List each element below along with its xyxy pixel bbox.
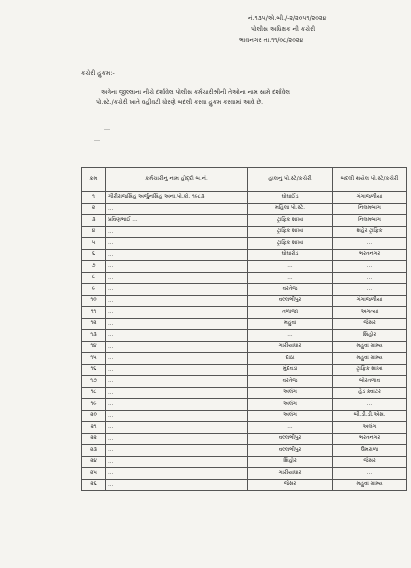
header-employee: કર્મચારીનુ નામ હોદ્દો બ.નં. <box>106 168 248 192</box>
cell-serial: ૧૩ <box>82 330 106 342</box>
cell-serial: ૧૭ <box>82 376 106 388</box>
cell-transfer-station: બી.ડી.ડી.એસ. <box>333 410 407 422</box>
cell-serial: ૧૨ <box>82 318 106 330</box>
table-row <box>82 272 407 284</box>
table-row <box>82 307 407 319</box>
cell-transfer-station: નિલમબાગ <box>333 215 407 227</box>
cell-current-station: … <box>248 422 333 434</box>
body-paragraph-3: … <box>104 125 110 132</box>
cell-employee: … <box>106 272 248 284</box>
cell-current-station: મુંદવડા <box>248 364 333 376</box>
cell-current-station: વરતેજ <box>248 284 333 296</box>
table-row <box>82 468 407 480</box>
cell-current-station: … <box>248 261 333 273</box>
table-row <box>82 433 407 445</box>
cell-employee: … <box>106 284 248 296</box>
cell-employee: … <box>106 238 248 250</box>
cell-serial: ૧ <box>82 192 106 204</box>
cell-employee: … <box>106 307 248 319</box>
cell-current-station: ગારીયાધાર <box>248 468 333 480</box>
body-paragraph-2: પો.સ્ટે./કચેરી ખાતે વહીવટી ધોરણે બદલી કરવા હુકમ કરવામાં આવે છે. <box>96 99 264 106</box>
cell-transfer-station: ગંગાજળીયા <box>333 295 407 307</box>
cell-transfer-station: ભરતનગર <box>333 433 407 445</box>
cell-employee: … <box>106 468 248 480</box>
cell-current-station: વલ્લભીપુર <box>248 433 333 445</box>
transfer-table <box>81 167 407 491</box>
table-row <box>82 364 407 376</box>
cell-employee: પ્રવિણભાઈ … <box>106 215 248 227</box>
cell-serial: ૧૯ <box>82 399 106 411</box>
table-row <box>82 284 407 296</box>
cell-serial: ૨૦ <box>82 410 106 422</box>
table-row <box>82 410 407 422</box>
cell-employee: … <box>106 318 248 330</box>
table-row <box>82 341 407 353</box>
cell-serial: ૬ <box>82 249 106 261</box>
cell-current-station: અલંગ <box>248 410 333 422</box>
cell-current-station: મહુવા <box>248 318 333 330</box>
cell-transfer-station: જેસર <box>333 456 407 468</box>
cell-serial: ૯ <box>82 284 106 296</box>
cell-employee: … <box>106 410 248 422</box>
cell-employee: … <box>106 456 248 468</box>
body-paragraph-4: … <box>94 136 100 143</box>
header-office: પોલીસ અધિક્ષક ની કચેરી <box>251 26 316 33</box>
cell-employee: … <box>106 341 248 353</box>
cell-employee: … <box>106 330 248 342</box>
table-row <box>82 376 407 388</box>
header-place-date: ભાવનગર તા.૧૧/૦૮/૨૦૨૪ <box>239 37 304 44</box>
cell-employee: … <box>106 249 248 261</box>
header-ref: નં.૧૩૫/એ.બી./-૨/૨૦૫૧/૨૦૨૪ <box>248 15 327 22</box>
salutation: કચેરી હુકમ:- <box>81 70 115 77</box>
cell-serial: ૧૧ <box>82 307 106 319</box>
cell-employee: … <box>106 479 248 491</box>
cell-serial: ૭ <box>82 261 106 273</box>
cell-transfer-station: અલંગ <box>333 422 407 434</box>
table-row <box>82 422 407 434</box>
cell-current-station: … <box>248 272 333 284</box>
cell-serial: ૨ <box>82 203 106 215</box>
cell-employee: … <box>106 261 248 273</box>
table-row <box>82 295 407 307</box>
cell-current-station: અલંગ <box>248 399 333 411</box>
cell-transfer-station: … <box>333 238 407 250</box>
cell-serial: ૧૫ <box>82 353 106 365</box>
cell-current-station: ઘોઘાઈંડ <box>248 192 333 204</box>
cell-serial: ૧૦ <box>82 295 106 307</box>
cell-current-station: દાઠા <box>248 353 333 365</box>
header-serial: ક્રમ <box>82 168 106 192</box>
cell-transfer-station: શિહોર <box>333 330 407 342</box>
table-row <box>82 456 407 468</box>
cell-serial: ૫ <box>82 238 106 250</box>
cell-serial: ૪ <box>82 226 106 238</box>
table-row <box>82 479 407 491</box>
cell-transfer-station: … <box>333 399 407 411</box>
cell-employee: … <box>106 364 248 376</box>
cell-current-station: ટ્રાફિક શાખા <box>248 238 333 250</box>
cell-current-station: ટ્રાફિક શાખા <box>248 215 333 227</box>
cell-current-station: મહિલા પો.સ્ટે. <box>248 203 333 215</box>
table-row <box>82 445 407 457</box>
table-row <box>82 249 407 261</box>
table-row <box>82 318 407 330</box>
cell-employee: … <box>106 433 248 445</box>
cell-current-station: તળાજા <box>248 307 333 319</box>
cell-transfer-station: અગત્યા <box>333 307 407 319</box>
header-transfer-station: બદલી થયેલ પો.સ્ટે/કચેરી <box>333 168 407 192</box>
cell-serial: ૨૪ <box>82 456 106 468</box>
table-row <box>82 387 407 399</box>
cell-current-station: ટ્રાફિક શાખા <box>248 226 333 238</box>
cell-employee: … <box>106 445 248 457</box>
cell-transfer-station: નિલમબાગ <box>333 203 407 215</box>
cell-employee: … <box>106 295 248 307</box>
table-row <box>82 353 407 365</box>
cell-transfer-station: ઉમરાળા <box>333 445 407 457</box>
cell-transfer-station: જેસર <box>333 318 407 330</box>
cell-serial: ૨૫ <box>82 468 106 480</box>
cell-transfer-station: મહુવા ગ્રામ્ય <box>333 341 407 353</box>
cell-employee: … <box>106 226 248 238</box>
cell-transfer-station: … <box>333 284 407 296</box>
cell-transfer-station: … <box>333 468 407 480</box>
cell-employee: … <box>106 203 248 215</box>
cell-current-station: ઘોઘારોડ <box>248 249 333 261</box>
cell-transfer-station: … <box>333 272 407 284</box>
header-current-station: હાલનુ પો.સ્ટે/કચેરી <box>248 168 333 192</box>
cell-employee: … <box>106 387 248 399</box>
cell-transfer-station: બોરતળાવ <box>333 376 407 388</box>
table-header-row <box>82 168 407 192</box>
cell-current-station: ગારીયાધાર <box>248 341 333 353</box>
cell-employee: … <box>106 422 248 434</box>
cell-transfer-station: ભરતનગર <box>333 249 407 261</box>
table-row <box>82 203 407 215</box>
cell-employee: ગીરીરાજસિંહ અર્જુનસિંહ અના.પો.કો. ૧૯૮૩ <box>106 192 248 204</box>
cell-serial: ૧૪ <box>82 341 106 353</box>
table-row <box>82 226 407 238</box>
cell-serial: ૨૩ <box>82 445 106 457</box>
table-row <box>82 330 407 342</box>
cell-current-station: વલ્લભીપુર <box>248 445 333 457</box>
cell-current-station: અલંગ <box>248 387 333 399</box>
cell-current-station: … <box>248 330 333 342</box>
cell-serial: ૧૮ <box>82 387 106 399</box>
cell-transfer-station: હેડ ક્વાટર <box>333 387 407 399</box>
cell-transfer-station: શહેર ટ્રાફિક <box>333 226 407 238</box>
cell-current-station: વલ્લભીપુર <box>248 295 333 307</box>
cell-transfer-station: ટ્રાફિક શાખા <box>333 364 407 376</box>
cell-serial: ૩ <box>82 215 106 227</box>
table-row <box>82 215 407 227</box>
table-row <box>82 192 407 204</box>
table-row <box>82 238 407 250</box>
table-row <box>82 399 407 411</box>
cell-employee: … <box>106 376 248 388</box>
cell-serial: ૨૬ <box>82 479 106 491</box>
cell-transfer-station: મહુવા ગ્રામ્ય <box>333 353 407 365</box>
cell-employee: … <box>106 399 248 411</box>
cell-serial: ૨૧ <box>82 422 106 434</box>
cell-current-station: શિહોર <box>248 456 333 468</box>
cell-serial: ૧૬ <box>82 364 106 376</box>
table-row <box>82 261 407 273</box>
cell-serial: ૮ <box>82 272 106 284</box>
cell-serial: ૨૨ <box>82 433 106 445</box>
cell-current-station: વરતેજ <box>248 376 333 388</box>
cell-transfer-station: મહુવા ગ્રામ્ય <box>333 479 407 491</box>
cell-employee: … <box>106 353 248 365</box>
body-paragraph-1: અત્રેના જીલ્લાના નીચે દર્શાવેલ પોલીસ કર્મચારીશ્રીની તેઓના નામ સામે દર્શાવેલ <box>101 89 290 96</box>
cell-transfer-station: ગંગાજળીયા <box>333 192 407 204</box>
cell-current-station: જેસર <box>248 479 333 491</box>
cell-transfer-station: … <box>333 261 407 273</box>
